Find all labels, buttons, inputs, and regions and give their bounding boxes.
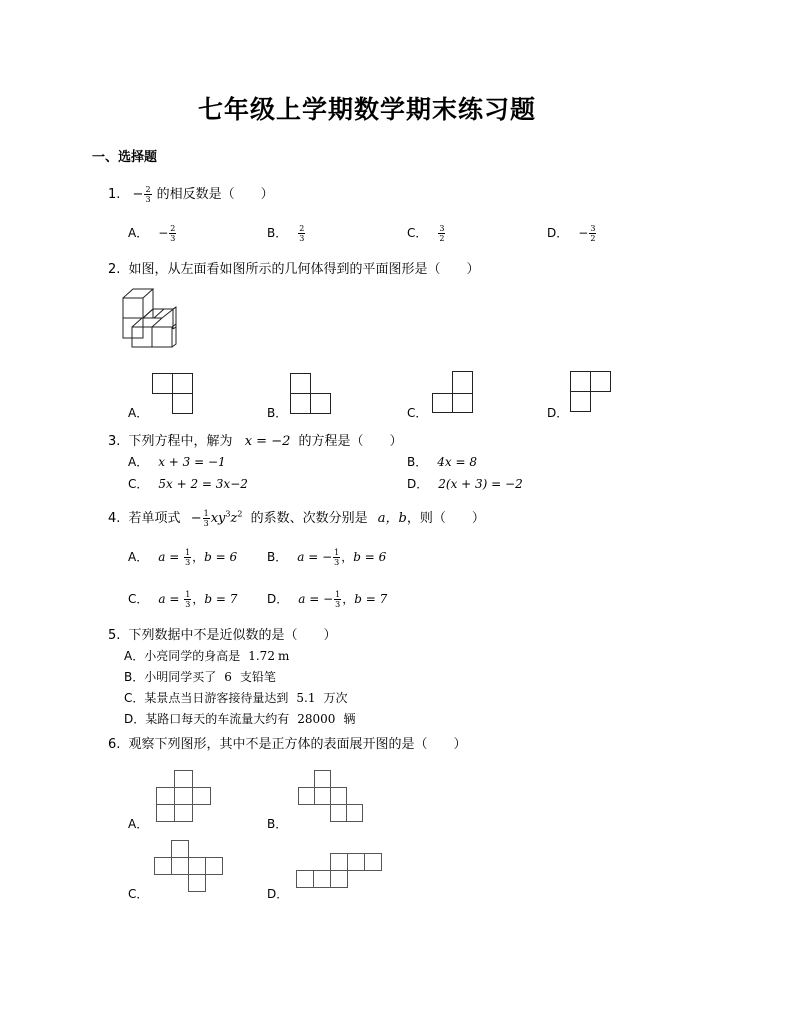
- option-label: D．: [547, 226, 569, 240]
- frac-num: 1: [185, 548, 191, 557]
- q5-option-b[interactable]: [124, 668, 276, 685]
- option-b-value: b = 6: [204, 550, 238, 564]
- option-label: C．: [128, 477, 149, 491]
- option-label: B．: [267, 226, 288, 240]
- option-value: 6: [224, 670, 232, 684]
- frac-num: 1: [335, 590, 341, 599]
- option-unit: m: [277, 649, 290, 663]
- option-b-value: b = 7: [204, 592, 238, 606]
- option-label: C．: [124, 691, 145, 705]
- frac-den: 2: [590, 234, 596, 243]
- option-text: 小明同学买了: [144, 670, 217, 684]
- option-fraction: [184, 548, 191, 567]
- q4-vars: a，b: [377, 511, 407, 526]
- q2-figure-b: [290, 373, 332, 415]
- frac-den: 2: [439, 234, 445, 243]
- option-label: B．: [124, 670, 145, 684]
- frac-den: 3: [185, 600, 191, 609]
- question-5: [108, 624, 337, 643]
- option-fraction: [589, 224, 596, 243]
- question-4: [108, 507, 485, 528]
- q6-net-a: [155, 770, 215, 822]
- q2-option-c[interactable]: C．: [407, 406, 428, 420]
- q4-option-d[interactable]: D． a = − $\frac{1}{3}$ ，b = 7: [267, 590, 388, 609]
- option-expr: 4x = 8: [437, 455, 477, 469]
- q6-option-c[interactable]: C．: [128, 887, 149, 901]
- question-number: 1.: [108, 187, 121, 202]
- option-label: D．: [124, 712, 146, 726]
- option-label: A．: [124, 649, 145, 663]
- option-sign: −: [158, 226, 169, 240]
- q4-mono-var1: xy: [210, 511, 226, 526]
- q2-solid-figure: [118, 287, 188, 353]
- option-label: D．: [267, 592, 289, 606]
- q4-option-c[interactable]: C． a = $\frac{1}{3}$ ，b = 7: [128, 590, 238, 609]
- option-text: 某景点当日游客接待量达到: [144, 691, 289, 705]
- option-post: 万次: [323, 691, 348, 705]
- q4-mono-var2: z: [230, 511, 238, 526]
- q1-option-a[interactable]: [128, 224, 177, 243]
- frac-den: 3: [335, 600, 341, 609]
- option-text: 小亮同学的身高是: [144, 649, 241, 663]
- q3-option-b[interactable]: [407, 453, 477, 470]
- q5-text: 下列数据中不是近似数的是（ ）: [128, 628, 337, 643]
- q1-frac-den: 3: [145, 195, 151, 204]
- frac-den: 3: [185, 558, 191, 567]
- option-fraction: [298, 224, 305, 243]
- q2-figure-a: [152, 373, 194, 415]
- q3-text-after: 的方程是（ ）: [298, 434, 403, 449]
- option-label: A．: [128, 550, 149, 564]
- page-title: 七年级上学期数学期末练习题: [197, 95, 536, 124]
- q6-option-d[interactable]: D．: [267, 887, 289, 901]
- option-label: D．: [407, 477, 429, 491]
- q2-text: 如图，从左面看如图所示的几何体得到的平面图形是（ ）: [128, 262, 480, 277]
- section-heading: 一、选择题: [92, 150, 158, 165]
- q6-net-b: [298, 770, 368, 822]
- option-post: 辆: [343, 712, 356, 726]
- question-6: [108, 733, 467, 752]
- q1-text: 的相反数是（ ）: [152, 187, 274, 202]
- q4-option-b[interactable]: B． a = − $\frac{1}{3}$ ，b = 6: [267, 548, 387, 567]
- option-expr: 2(x + 3) = −2: [438, 477, 523, 491]
- frac-den: 3: [334, 558, 340, 567]
- option-fraction: [438, 224, 445, 243]
- q6-net-c: [154, 840, 234, 892]
- q6-text: 观察下列图形，其中不是正方体的表面展开图的是（ ）: [128, 737, 467, 752]
- option-b-value: b = 7: [354, 592, 388, 606]
- question-number: 4.: [108, 511, 121, 526]
- option-fraction: [333, 548, 340, 567]
- option-text: 某路口每天的车流量大约有: [145, 712, 290, 726]
- q3-option-c[interactable]: [128, 475, 248, 492]
- frac-num: 1: [185, 590, 191, 599]
- q2-option-a[interactable]: A．: [128, 406, 149, 420]
- frac-den: 3: [170, 234, 176, 243]
- question-2: [108, 258, 480, 277]
- frac-den: 3: [203, 519, 209, 528]
- q3-solution: x = −2: [244, 434, 291, 449]
- q1-fraction: [144, 185, 151, 204]
- option-fraction: [184, 590, 191, 609]
- option-label: B．: [407, 455, 428, 469]
- q1-option-c[interactable]: [407, 224, 446, 243]
- frac-num: 3: [439, 224, 445, 233]
- option-label: A．: [128, 455, 149, 469]
- question-3: [108, 430, 403, 449]
- q6-option-a[interactable]: A．: [128, 817, 149, 831]
- option-label: C．: [128, 592, 149, 606]
- option-fraction: [334, 590, 341, 609]
- q4-mono-fraction: [203, 509, 210, 528]
- question-number: 5.: [108, 628, 121, 643]
- q4-mono-exp2: 2: [237, 509, 243, 519]
- q2-figure-c: [432, 371, 474, 415]
- frac-num: 1: [334, 548, 340, 557]
- frac-num: 3: [590, 224, 596, 233]
- q1-frac-num: 2: [145, 185, 151, 194]
- q5-option-d[interactable]: [124, 710, 355, 727]
- q6-net-d: [296, 853, 386, 889]
- q3-option-d[interactable]: [407, 475, 523, 492]
- q2-option-b[interactable]: B．: [267, 406, 288, 420]
- question-number: 3.: [108, 434, 121, 449]
- option-sign: −: [323, 592, 334, 606]
- q5-option-c[interactable]: [124, 689, 348, 706]
- option-fraction: [169, 224, 176, 243]
- question-number: 2.: [108, 262, 121, 277]
- q3-option-a[interactable]: [128, 453, 226, 470]
- question-1: [108, 183, 274, 204]
- q1-option-b[interactable]: [267, 224, 306, 243]
- frac-num: 2: [170, 224, 176, 233]
- q4-text-before: 若单项式: [128, 511, 181, 526]
- q2-figure-d: [570, 371, 612, 415]
- q1-sign: −: [132, 187, 144, 202]
- option-label: B．: [267, 550, 288, 564]
- option-sign: −: [578, 226, 589, 240]
- option-b-value: b = 6: [353, 550, 387, 564]
- frac-num: 1: [203, 509, 209, 518]
- option-post: 支铅笔: [239, 670, 276, 684]
- frac-num: 2: [299, 224, 305, 233]
- q4-text-end: ，则（ ）: [406, 511, 485, 526]
- question-number: 6.: [108, 737, 121, 752]
- q5-option-a[interactable]: [124, 647, 289, 664]
- option-label: C．: [407, 226, 428, 240]
- option-value: 1.72: [248, 649, 275, 663]
- option-expr: x + 3 = −1: [158, 455, 226, 469]
- option-value: 28000: [297, 712, 336, 726]
- frac-den: 3: [299, 234, 305, 243]
- q3-text-before: 下列方程中，解为: [128, 434, 233, 449]
- option-expr: 5x + 2 = 3x−2: [158, 477, 248, 491]
- q2-option-d[interactable]: D．: [547, 406, 569, 420]
- q4-mono-exp1: 3: [225, 509, 231, 519]
- q1-option-d[interactable]: [547, 224, 597, 243]
- q6-option-b[interactable]: B．: [267, 817, 288, 831]
- q4-option-a[interactable]: A． a = $\frac{1}{3}$ ，b = 6: [128, 548, 238, 567]
- option-sign: −: [322, 550, 333, 564]
- q4-mono-sign: −: [190, 511, 202, 526]
- q4-text-after: 的系数、次数分别是: [250, 511, 368, 526]
- option-value: 5.1: [296, 691, 316, 705]
- option-label: A．: [128, 226, 149, 240]
